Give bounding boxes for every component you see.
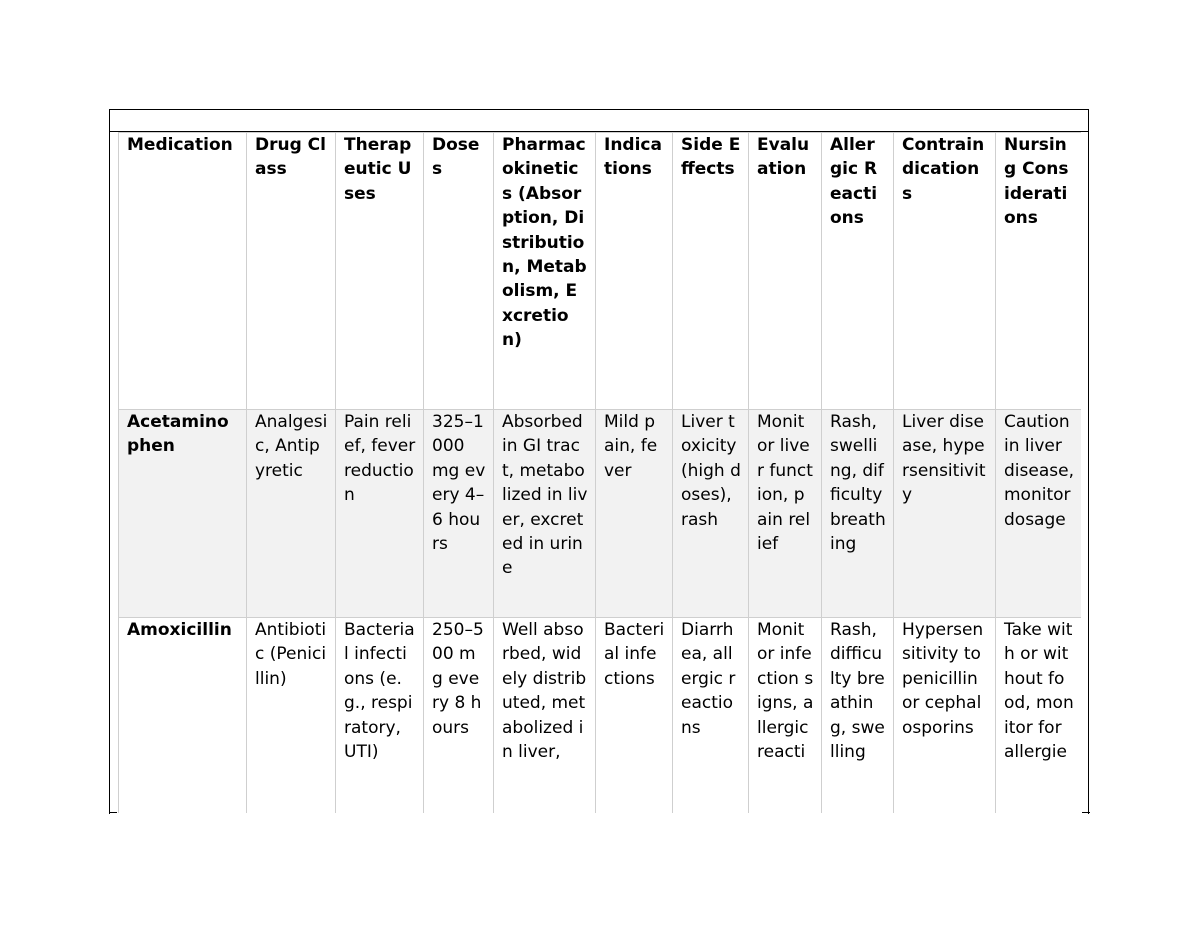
table-row <box>119 410 1082 618</box>
header-cell-evaluation: Evaluation <box>749 133 822 410</box>
header-cell-pharmacokinetics: Pharmacokinetics (Absorption, Distribution, Metabolism, Excretion) <box>494 133 596 410</box>
header-cell-indications: Indications <box>596 133 673 410</box>
table-header-row <box>119 133 1082 410</box>
cell-medication: Amoxicillin <box>119 618 247 814</box>
cell-pharmacokinetics: Absorbed in GI tract, metabolized in liver, excreted in urine <box>494 410 596 618</box>
cell-allergic-reactions: Rash, swelling, difficulty breathing <box>822 410 894 618</box>
cell-therapeutic-uses: Pain relief, fever reduction <box>336 410 424 618</box>
table-row <box>119 618 1082 814</box>
cell-indications: Mild pain, fever <box>596 410 673 618</box>
cell-nursing-considerations: Caution in liver disease, monitor dosage <box>996 410 1082 618</box>
frame-corner-tick-left <box>109 812 117 813</box>
cell-evaluation: Monitor infection signs, allergic reacti <box>749 618 822 814</box>
header-cell-allergic-reactions: Allergic Reactions <box>822 133 894 410</box>
header-cell-side-effects: Side Effects <box>673 133 749 410</box>
cell-side-effects: Diarrhea, allergic reactions <box>673 618 749 814</box>
frame-corner-tick-right <box>1082 812 1090 813</box>
header-cell-nursing-considerations: Nursing Considerations <box>996 133 1082 410</box>
cell-pharmacokinetics: Well absorbed, widely distributed, metabolized in liver, <box>494 618 596 814</box>
header-cell-doses: Doses <box>424 133 494 410</box>
cell-evaluation: Monitor liver function, pain relief <box>749 410 822 618</box>
header-cell-drug-class: Drug Class <box>247 133 336 410</box>
cell-allergic-reactions: Rash, difficulty breathing, swelling <box>822 618 894 814</box>
header-cell-medication: Medication <box>119 133 247 410</box>
medication-table <box>118 132 1081 813</box>
cell-indications: Bacterial infections <box>596 618 673 814</box>
cell-doses: 325–1000 mg every 4–6 hours <box>424 410 494 618</box>
cell-nursing-considerations: Take with or without food, monitor for allergie <box>996 618 1082 814</box>
cell-contraindications: Liver disease, hypersensitivity <box>894 410 996 618</box>
medication-table-container <box>118 132 1081 813</box>
cell-therapeutic-uses: Bacterial infections (e.g., respiratory, UTI) <box>336 618 424 814</box>
cell-doses: 250–500 mg every 8 hours <box>424 618 494 814</box>
cell-drug-class: Antibiotic (Penicillin) <box>247 618 336 814</box>
cell-contraindications: Hypersensitivity to penicillin or cephalosporins <box>894 618 996 814</box>
cell-drug-class: Analgesic, Antipyretic <box>247 410 336 618</box>
header-cell-therapeutic-uses: Therapeutic Uses <box>336 133 424 410</box>
header-cell-contraindications: Contraindications <box>894 133 996 410</box>
cell-side-effects: Liver toxicity (high doses), rash <box>673 410 749 618</box>
cell-medication: Acetaminophen <box>119 410 247 618</box>
